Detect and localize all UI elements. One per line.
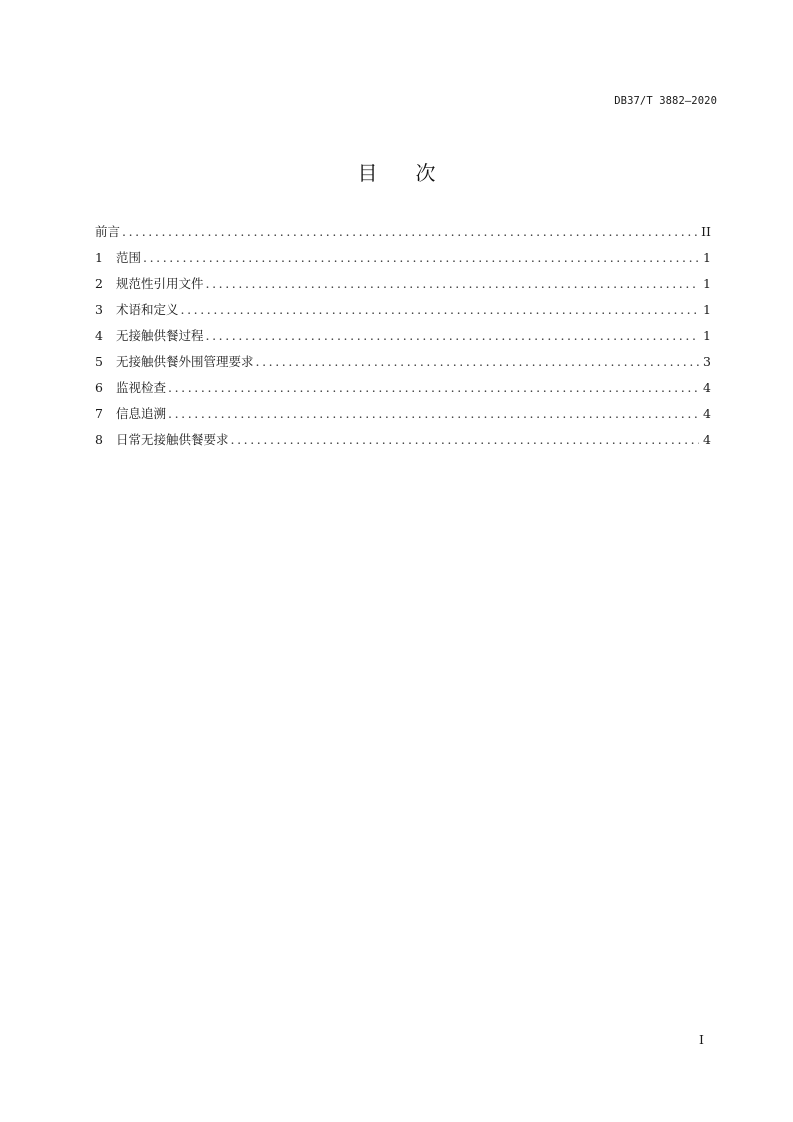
document-code: DB37/T 3882—2020	[614, 95, 717, 107]
toc-entry-number: 3	[95, 302, 103, 317]
toc-leader-dots	[206, 328, 699, 343]
toc-leader-dots	[256, 354, 699, 369]
toc-entry-monitoring-inspection[interactable]	[95, 378, 711, 404]
toc-entry-normative-references[interactable]	[95, 274, 711, 300]
toc-entry-label: 日常无接触供餐要求	[116, 432, 229, 447]
toc-entry-traceability[interactable]	[95, 404, 711, 430]
toc-leader-dots	[168, 406, 699, 421]
toc-entry-number: 4	[95, 328, 103, 343]
toc-entry-label: 术语和定义	[116, 302, 179, 317]
toc-entry-page: 1	[703, 250, 711, 265]
toc-leader-dots	[181, 302, 699, 317]
toc-entry-label: 无接触供餐过程	[116, 328, 204, 343]
toc-entry-scope[interactable]	[95, 248, 711, 274]
toc-entry-page: 1	[703, 276, 711, 291]
toc-entry-label: 规范性引用文件	[116, 276, 204, 291]
toc-leader-dots	[168, 380, 699, 395]
toc-entry-label: 信息追溯	[116, 406, 167, 421]
toc-title-part1: 目	[357, 161, 378, 185]
toc-entry-contactless-process[interactable]	[95, 326, 711, 352]
toc-entry-page: 4	[703, 432, 711, 447]
page-number: I	[699, 1032, 704, 1047]
toc-entry-label: 前言	[95, 224, 121, 239]
toc-title	[0, 157, 793, 186]
toc-entry-number: 6	[95, 380, 103, 395]
toc-entry-daily-requirements[interactable]	[95, 430, 711, 456]
toc-entry-number: 8	[95, 432, 103, 447]
toc-entry-page: 4	[703, 406, 711, 421]
toc-leader-dots	[122, 224, 697, 239]
toc-entry-page: 4	[703, 380, 711, 395]
toc-entry-number: 2	[95, 276, 103, 291]
toc-entry-label: 范围	[116, 250, 142, 265]
toc-leader-dots	[231, 432, 699, 447]
toc-entry-page: 1	[703, 302, 711, 317]
toc-entry-number: 5	[95, 354, 103, 369]
toc-entry-number: 1	[95, 250, 103, 265]
toc-entry-label: 无接触供餐外围管理要求	[116, 354, 254, 369]
toc-entry-number: 7	[95, 406, 103, 421]
toc-leader-dots	[206, 276, 699, 291]
toc-entry-page: 1	[703, 328, 711, 343]
toc-list	[95, 222, 711, 456]
toc-entry-peripheral-management[interactable]	[95, 352, 711, 378]
toc-entry-foreword[interactable]	[95, 222, 711, 248]
toc-title-part2: 次	[415, 161, 436, 185]
toc-entry-terms-definitions[interactable]	[95, 300, 711, 326]
toc-entry-page: 3	[703, 354, 711, 369]
toc-entry-page: II	[701, 224, 711, 239]
toc-leader-dots	[143, 250, 699, 265]
toc-entry-label: 监视检查	[116, 380, 167, 395]
